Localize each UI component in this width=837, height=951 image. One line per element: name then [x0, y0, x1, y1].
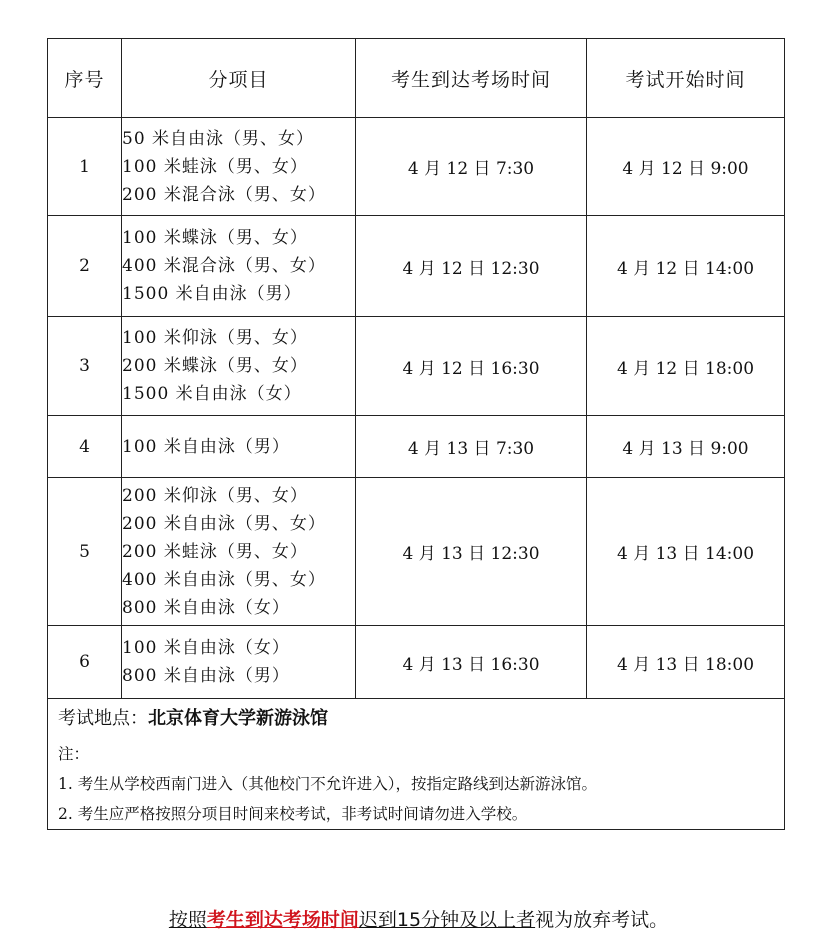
row-arrival-time: 4 月 12 日 7:30 [356, 118, 587, 216]
event-item: 1500 米自由泳（女） [122, 384, 302, 404]
notice-prefix: 按照 [168, 909, 207, 931]
notes-cell [48, 699, 785, 830]
row-arrival-time: 4 月 13 日 7:30 [356, 416, 587, 478]
event-item: 800 米自由泳（男） [122, 666, 290, 686]
row-index: 4 [48, 416, 122, 478]
row-arrival-time: 4 月 12 日 16:30 [356, 317, 587, 416]
row-start-time: 4 月 12 日 14:00 [587, 216, 785, 317]
exam-location [48, 699, 784, 739]
event-item: 400 米混合泳（男、女） [122, 256, 326, 276]
row-start-time: 4 月 12 日 9:00 [587, 118, 785, 216]
table-row [48, 118, 785, 216]
row-events [122, 118, 356, 216]
late-arrival-notice [0, 905, 837, 932]
event-item: 1500 米自由泳（男） [122, 284, 302, 304]
location-venue: 北京体育大学新游泳馆 [148, 708, 328, 729]
event-item: 400 米自由泳（男、女） [122, 569, 326, 590]
location-label: 考试地点： [58, 708, 148, 729]
event-item: 200 米蝶泳（男、女） [122, 356, 308, 376]
header-arrival-time: 考生到达考场时间 [356, 39, 587, 118]
note-item: 1. 考生从学校西南门进入（其他校门不允许进入），按指定路线到达新游泳馆。 [58, 775, 597, 793]
table-row [48, 478, 785, 626]
table-row [48, 416, 785, 478]
notice-underlined: 迟到15分钟及以上者 [358, 909, 536, 931]
exam-schedule-table [47, 38, 785, 830]
event-item: 100 米自由泳（男） [122, 436, 290, 457]
event-item: 100 米蝶泳（男、女） [122, 228, 308, 248]
notice-suffix: 视为放弃考试。 [535, 909, 669, 931]
row-events [122, 416, 356, 478]
row-start-time: 4 月 13 日 14:00 [587, 478, 785, 626]
row-events [122, 626, 356, 699]
row-events [122, 216, 356, 317]
event-item: 200 米自由泳（男、女） [122, 513, 326, 534]
event-item: 100 米仰泳（男、女） [122, 328, 308, 348]
row-start-time: 4 月 13 日 9:00 [587, 416, 785, 478]
table-header-row [48, 39, 785, 118]
row-arrival-time: 4 月 13 日 16:30 [356, 626, 587, 699]
row-events [122, 317, 356, 416]
notes-row [48, 699, 785, 830]
event-item: 800 米自由泳（女） [122, 597, 290, 618]
header-events: 分项目 [122, 39, 356, 118]
table-row [48, 317, 785, 416]
row-start-time: 4 月 12 日 18:00 [587, 317, 785, 416]
table-row [48, 626, 785, 699]
row-arrival-time: 4 月 12 日 12:30 [356, 216, 587, 317]
header-start-time: 考试开始时间 [587, 39, 785, 118]
event-item: 100 米蛙泳（男、女） [122, 156, 308, 177]
event-item: 200 米蛙泳（男、女） [122, 541, 308, 562]
row-index: 1 [48, 118, 122, 216]
notes-title: 注： [58, 745, 90, 763]
event-item: 200 米仰泳（男、女） [122, 485, 308, 506]
header-index: 序号 [48, 39, 122, 118]
row-index: 3 [48, 317, 122, 416]
row-start-time: 4 月 13 日 18:00 [587, 626, 785, 699]
row-arrival-time: 4 月 13 日 12:30 [356, 478, 587, 626]
note-item: 2. 考生应严格按照分项目时间来校考试，非考试时间请勿进入学校。 [58, 805, 528, 823]
row-events [122, 478, 356, 626]
table-row [48, 216, 785, 317]
event-item: 50 米自由泳（男、女） [122, 128, 315, 149]
row-index: 2 [48, 216, 122, 317]
notice-highlight: 考生到达考场时间 [206, 909, 359, 931]
row-index: 6 [48, 626, 122, 699]
event-item: 200 米混合泳（男、女） [122, 184, 326, 205]
event-item: 100 米自由泳（女） [122, 638, 290, 658]
row-index: 5 [48, 478, 122, 626]
